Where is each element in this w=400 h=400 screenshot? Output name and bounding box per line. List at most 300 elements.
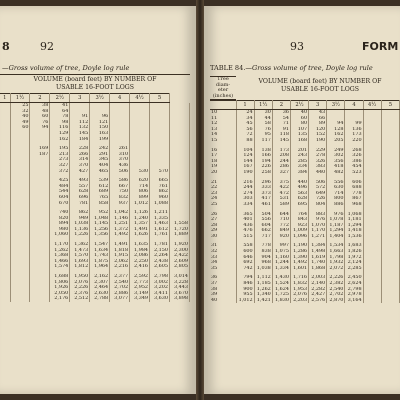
volume-cell: 696 <box>70 195 90 201</box>
header-cell-diameter <box>210 101 236 110</box>
volume-cell: 2,576 <box>309 298 327 304</box>
volume-cell: 417 <box>254 196 272 202</box>
volume-cell: 440 <box>290 180 308 186</box>
diameter-cell: 13 <box>210 127 236 133</box>
volume-cell: 3,202 <box>150 285 170 291</box>
volume-cell: 45 <box>236 121 254 127</box>
volume-cell: 216 <box>236 180 254 186</box>
volume-cell: 229 <box>309 148 327 154</box>
volume-cell: 1,547 <box>90 242 110 248</box>
volume-cell: 832 <box>110 195 130 201</box>
volume-cell: 1,634 <box>90 248 110 254</box>
volume-cell: 1,740 <box>309 260 327 266</box>
volume-cell: 2,250 <box>130 259 150 265</box>
header-cell: 2½ <box>50 94 70 103</box>
volume-cell: 244 <box>272 159 290 165</box>
volume-cell: 2,609 <box>170 259 190 265</box>
volume-cell: 184 <box>70 137 90 143</box>
volume-cell: 41 <box>50 103 70 109</box>
volume-cell: 862 <box>150 189 170 195</box>
volume-cell: 249 <box>327 148 345 154</box>
diameter-cell: 28 <box>210 223 236 229</box>
volume-cell: 373 <box>254 191 272 197</box>
volume-cell: 2,592 <box>130 274 150 280</box>
volume-cell: 2,702 <box>327 292 345 298</box>
right-column-header <box>240 78 400 94</box>
volume-cell: 213 <box>50 152 70 158</box>
volume-cell: 2,773 <box>130 280 150 286</box>
volume-cell: 761 <box>150 184 170 190</box>
volume-cell: 849 <box>272 228 290 234</box>
volume-cell: 99 <box>345 121 363 127</box>
volume-cell: 1,262 <box>254 287 272 293</box>
volume-cell: 72 <box>236 132 254 138</box>
volume-cell: 3,630 <box>150 296 170 302</box>
volume-cell: 1,716 <box>290 275 308 281</box>
volume-cell: 201 <box>290 148 308 154</box>
diameter-cell: 32 <box>210 249 236 255</box>
header-cell: 5 <box>150 94 170 103</box>
volume-cell: 40 <box>10 114 30 120</box>
dia-header-line2: diam- <box>215 81 231 88</box>
volume-cell: 496 <box>290 185 308 191</box>
volume-cell: 710 <box>272 217 290 223</box>
right-volume-table <box>210 100 400 303</box>
volume-cell: 1,889 <box>170 232 190 238</box>
diameter-cell: 16 <box>210 148 236 154</box>
volume-cell: 689 <box>90 189 110 195</box>
volume-cell: 820 <box>50 216 70 222</box>
volume-cell <box>381 298 399 304</box>
volume-cell: 612 <box>90 184 110 190</box>
volume-cell: 118 <box>272 132 290 138</box>
volume-cell: 493 <box>70 178 90 184</box>
volume-cell: 66 <box>309 116 327 122</box>
volume-cell: 2,076 <box>70 280 90 286</box>
volume-cell: 32 <box>10 109 30 115</box>
diameter-cell: 34 <box>210 260 236 266</box>
volume-cell: 1,226 <box>70 232 90 238</box>
diameter-cell: 27 <box>210 217 236 223</box>
volume-cell: 482 <box>327 170 345 176</box>
volume-cell: 2,216 <box>110 264 130 270</box>
diameter-cell: 10 <box>210 110 236 116</box>
right-table-caption <box>210 64 373 72</box>
volume-cell: 1,984 <box>130 248 150 254</box>
volume-cell: 34 <box>236 116 254 122</box>
volume-cell: 3,164 <box>345 298 363 304</box>
volume-cell: 1,262 <box>50 248 70 254</box>
volume-cell: 781 <box>70 201 90 207</box>
volume-cell: 138 <box>254 148 272 154</box>
volume-cell: 440 <box>309 170 327 176</box>
volume-cell: 418 <box>327 164 345 170</box>
volume-cell: 194 <box>254 159 272 165</box>
volume-cell: 88 <box>236 138 254 144</box>
header-cell: 1 <box>236 101 254 110</box>
volume-cell <box>363 298 381 304</box>
volume-cell: 36 <box>272 110 290 116</box>
volume-cell: 1,256 <box>90 227 110 233</box>
volume-cell: 268 <box>345 148 363 154</box>
volume-cell: 370 <box>70 163 90 169</box>
volume-cell <box>10 296 30 302</box>
header-cell: 3 <box>309 101 327 110</box>
volume-cell: 3,014 <box>170 274 190 280</box>
volume-cell: 923 <box>290 223 308 229</box>
volume-cell: 1,286 <box>290 249 308 255</box>
volume-cell: 54 <box>272 116 290 122</box>
volume-cell: 1,534 <box>327 243 345 249</box>
volume-cell: 2,978 <box>345 292 363 298</box>
volume-cell: 365 <box>236 212 254 218</box>
diameter-cell: 30 <box>210 234 236 240</box>
volume-cell: 334 <box>236 202 254 208</box>
volume-cell: 132 <box>70 125 90 131</box>
volume-cell: 1,368 <box>50 253 70 259</box>
right-page-number: 93 <box>290 40 304 53</box>
volume-cell: 242 <box>90 146 110 152</box>
diameter-cell: 37 <box>210 281 236 287</box>
volume-cell: 1,693 <box>70 259 90 265</box>
volume-cell: 800 <box>327 196 345 202</box>
volume-cell: 556 <box>254 217 272 223</box>
volume-cell: 1,926 <box>50 285 70 291</box>
volume-cell: 1,390 <box>290 255 308 261</box>
volume-cell: 169 <box>30 146 50 152</box>
header-cell: 3 <box>70 94 90 103</box>
volume-cell: 764 <box>290 212 308 218</box>
diameter-cell: 39 <box>210 292 236 298</box>
header-cell: 1½ <box>254 101 272 110</box>
volume-cell: 1,725 <box>272 292 290 298</box>
volume-cell: 1,498 <box>309 249 327 255</box>
volume-cell: 162 <box>50 137 70 143</box>
volume-cell: 717 <box>254 234 272 240</box>
volume-cell: 2,438 <box>150 259 170 265</box>
volume-cell: 333 <box>254 185 272 191</box>
volume-cell: 291 <box>90 152 110 158</box>
header-cell: 4½ <box>130 94 150 103</box>
left-header-line1: VOLUME (board feet) BY NUMBER OF <box>33 76 157 83</box>
volume-cell: 2,124 <box>345 260 363 266</box>
volume-cell: 129 <box>50 131 70 137</box>
volume-cell: 326 <box>309 159 327 165</box>
volume-cell: 2,307 <box>90 280 110 286</box>
left-page <box>0 6 196 394</box>
volume-cell: 523 <box>345 170 363 176</box>
volume-cell: 401 <box>236 217 254 223</box>
volume-cell: 570 <box>150 169 170 175</box>
volume-cell: 286 <box>272 164 290 170</box>
volume-cell: 167 <box>236 164 254 170</box>
volume-cell: 327 <box>50 163 70 169</box>
table-row <box>0 296 190 302</box>
volume-cell: 2,140 <box>309 281 327 287</box>
volume-cell: 2,422 <box>170 253 190 259</box>
volume-cell: 1,421 <box>254 298 272 304</box>
header-cell: 4 <box>110 94 130 103</box>
volume-cell: 589 <box>272 202 290 208</box>
volume-cell: 646 <box>236 255 254 261</box>
volume-cell: 1,972 <box>345 255 363 261</box>
volume-cell: 30 <box>254 110 272 116</box>
volume-cell: 1,619 <box>309 255 327 261</box>
volume-cell: 60 <box>30 114 50 120</box>
volume-cell: 1,635 <box>130 242 150 248</box>
volume-cell: 310 <box>110 152 130 158</box>
volume-cell: 1,570 <box>70 253 90 259</box>
volume-cell: 2,086 <box>130 253 150 259</box>
volume-cell: 976 <box>309 217 327 223</box>
volume-cell: 628 <box>290 196 308 202</box>
header-cell: 4½ <box>363 101 381 110</box>
volume-cell: 326 <box>345 153 363 159</box>
volume-cell: 2,282 <box>309 287 327 293</box>
volume-cell: 3,898 <box>170 296 190 302</box>
volume-cell: 226 <box>254 164 272 170</box>
volume-cell: 386 <box>345 159 363 165</box>
volume-cell: 976 <box>327 212 345 218</box>
volume-cell: 40 <box>290 110 308 116</box>
volume-cell: 1,574 <box>50 264 70 270</box>
volume-cell: 1,240 <box>130 216 150 222</box>
volume-cell: 107 <box>290 127 308 133</box>
volume-cell: 539 <box>90 178 110 184</box>
volume-cell: 302 <box>327 153 345 159</box>
volume-cell: 1,612 <box>150 227 170 233</box>
volume-cell: 422 <box>272 185 290 191</box>
left-table-head-row <box>0 94 190 103</box>
diameter-cell: 14 <box>210 132 236 138</box>
volume-cell: 1,683 <box>345 243 363 249</box>
volume-cell: 94 <box>30 125 50 131</box>
volume-cell: 168 <box>290 138 308 144</box>
volume-cell: 1,663 <box>327 249 345 255</box>
volume-cell: 427 <box>70 169 90 175</box>
volume-cell: 952 <box>90 210 110 216</box>
volume-cell: 1,357 <box>130 221 150 227</box>
volume-cell: 1,294 <box>345 223 363 229</box>
volume-cell: 557 <box>70 184 90 190</box>
diameter-cell: 38 <box>210 287 236 293</box>
volume-cell: 91 <box>70 114 90 120</box>
volume-cell: 604 <box>254 223 272 229</box>
volume-cell: 2,886 <box>110 291 130 297</box>
volume-cell: 778 <box>345 191 363 197</box>
volume-cell: 1,688 <box>50 274 70 280</box>
volume-cell: 586 <box>110 178 130 184</box>
volume-cell: 600 <box>236 249 254 255</box>
volume-cell: 44 <box>254 116 272 122</box>
volume-cell: 95 <box>254 132 272 138</box>
volume-cell: 2,203 <box>290 298 308 304</box>
volume-cell: 1,536 <box>345 234 363 240</box>
volume-cell: 136 <box>345 127 363 133</box>
volume-cell: 1,473 <box>70 248 90 254</box>
volume-cell: 838 <box>254 249 272 255</box>
volume-cell: 772 <box>272 223 290 229</box>
volume-cell: 128 <box>327 127 345 133</box>
volume-cell: 60 <box>290 116 308 122</box>
volume-cell: 1,832 <box>290 281 308 287</box>
volume-cell: 1,145 <box>90 221 110 227</box>
volume-cell: 1,624 <box>272 287 290 293</box>
volume-cell: 867 <box>345 196 363 202</box>
volume-cell: 2,512 <box>70 296 90 302</box>
volume-cell: 2,702 <box>110 285 130 291</box>
volume-cell: 960 <box>150 195 170 201</box>
volume-cell: 3,002 <box>150 280 170 286</box>
volume-cell: 166 <box>254 153 272 159</box>
volume-cell: 94 <box>327 121 345 127</box>
diameter-cell: 20 <box>210 170 236 176</box>
volume-cell: 104 <box>236 148 254 154</box>
volume-cell: 1,334 <box>272 266 290 272</box>
volume-cell: 2,624 <box>345 281 363 287</box>
diameter-cell: 35 <box>210 266 236 272</box>
volume-cell: 1,384 <box>309 243 327 249</box>
volume-cell: 60 <box>10 125 30 131</box>
volume-cell: 688 <box>345 185 363 191</box>
left-page-edge-text: 8 <box>2 40 10 53</box>
volume-cell: 1,244 <box>272 260 290 266</box>
diameter-cell: 33 <box>210 255 236 261</box>
volume-cell: 1,060 <box>50 232 70 238</box>
volume-cell: 740 <box>50 210 70 216</box>
volume-cell: 78 <box>50 114 70 120</box>
volume-cell: 454 <box>345 164 363 170</box>
volume-cell: 1,743 <box>90 253 110 259</box>
volume-cell: 1,558 <box>170 221 190 227</box>
volume-cell: 25 <box>10 103 30 109</box>
volume-cell: 372 <box>50 169 70 175</box>
volume-cell: 220 <box>345 138 363 144</box>
volume-cell: 150 <box>90 125 110 131</box>
volume-cell: 1,078 <box>327 217 345 223</box>
volume-cell: 145 <box>70 131 90 137</box>
volume-cell: 135 <box>290 132 308 138</box>
volume-cell: 303 <box>236 196 254 202</box>
dia-header-line4: (inches) <box>212 92 234 99</box>
volume-cell: 436 <box>236 223 254 229</box>
right-table-body <box>210 110 400 304</box>
volume-cell: 375 <box>272 180 290 186</box>
volume-cell: 2,805 <box>170 264 190 270</box>
volume-cell: 404 <box>90 163 110 169</box>
volume-cell: 356 <box>327 159 345 165</box>
volume-cell: 2,952 <box>130 285 150 291</box>
volume-cell: 1,070 <box>309 223 327 229</box>
volume-cell: 1,170 <box>309 228 327 234</box>
volume-cell: 604 <box>50 195 70 201</box>
volume-cell: 370 <box>110 157 130 163</box>
volume-cell: 116 <box>50 125 70 131</box>
volume-cell: 117 <box>254 138 272 144</box>
diameter-cell: 11 <box>210 116 236 122</box>
volume-cell: 1,430 <box>272 275 290 281</box>
volume-cell: 173 <box>345 132 363 138</box>
volume-cell: 662 <box>254 228 272 234</box>
volume-cell: 670 <box>50 201 70 207</box>
volume-cell: 2,226 <box>70 285 90 291</box>
volume-cell: 2,382 <box>327 281 345 287</box>
volume-cell: 2,300 <box>170 248 190 254</box>
volume-cell: 173 <box>272 148 290 154</box>
volume-cell: 228 <box>70 146 90 152</box>
volume-cell: 96 <box>90 114 110 120</box>
volume-cell: 2,427 <box>309 292 327 298</box>
volume-cell: 765 <box>90 195 110 201</box>
left-top-rule <box>0 74 190 75</box>
left-page-number: 92 <box>40 40 54 53</box>
volume-cell: 556 <box>327 180 345 186</box>
diameter-cell: 12 <box>210 121 236 127</box>
volume-cell: 968 <box>254 260 272 266</box>
diameter-cell: 26 <box>210 212 236 218</box>
volume-cell: 71 <box>272 121 290 127</box>
volume-cell: 2,798 <box>345 287 363 293</box>
volume-cell: 1,160 <box>272 255 290 261</box>
volume-cell: 3,149 <box>130 291 150 297</box>
volume-cell: 1,491 <box>130 227 150 233</box>
diameter-cell: 25 <box>210 202 236 208</box>
volume-cell: 997 <box>272 243 290 249</box>
volume-cell: 1,950 <box>70 274 90 280</box>
right-running-head: FORM <box>362 40 399 53</box>
header-cell: 1½ <box>10 94 30 103</box>
diameter-column-header <box>210 76 236 100</box>
volume-cell: 152 <box>309 132 327 138</box>
volume-cell: 899 <box>130 195 150 201</box>
volume-cell: 49 <box>10 120 30 126</box>
volume-cell: 2,072 <box>327 266 345 272</box>
volume-cell: 667 <box>110 184 130 190</box>
volume-cell: 2,062 <box>110 259 130 265</box>
volume-cell: 1,466 <box>50 259 70 265</box>
volume-cell: 904 <box>254 255 272 261</box>
volume-cell: 190 <box>309 138 327 144</box>
volume-cell: 1,009 <box>290 228 308 234</box>
volume-cell: 278 <box>309 153 327 159</box>
volume-cell: 1,806 <box>50 280 70 286</box>
volume-cell: 145 <box>272 138 290 144</box>
volume-cell: 649 <box>309 191 327 197</box>
volume-cell: 1,964 <box>90 264 110 270</box>
volume-cell: 1,335 <box>150 216 170 222</box>
dia-header-line3: eter <box>217 87 229 94</box>
volume-cell: 121 <box>90 120 110 126</box>
diameter-cell: 19 <box>210 164 236 170</box>
volume-cell: 714 <box>130 184 150 190</box>
volume-cell: 1,798 <box>327 255 345 261</box>
volume-cell: 436 <box>110 163 130 169</box>
volume-cell: 2,630 <box>90 291 110 297</box>
volume-cell: 900 <box>236 287 254 293</box>
volume-cell: 144 <box>236 159 254 165</box>
volume-cell: 1,048 <box>90 216 110 222</box>
volume-cell: 504 <box>254 212 272 218</box>
volume-cell: 620 <box>130 178 150 184</box>
volume-cell: 273 <box>50 157 70 163</box>
volume-cell: 162 <box>327 132 345 138</box>
volume-cell: 980 <box>50 227 70 233</box>
volume-cell: 843 <box>290 217 308 223</box>
volume-cell: 2,076 <box>290 292 308 298</box>
header-cell: 2 <box>272 101 290 110</box>
volume-cell: 692 <box>236 260 254 266</box>
right-page <box>204 6 400 394</box>
